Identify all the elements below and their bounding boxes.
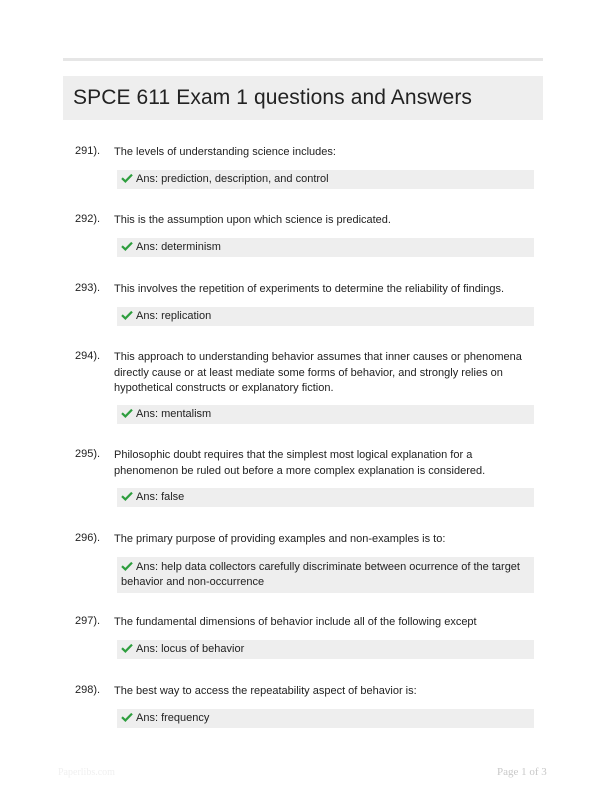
page-title: SPCE 611 Exam 1 questions and Answers bbox=[73, 86, 473, 109]
footer-site-watermark: Paperlibs.com bbox=[58, 767, 115, 778]
question-text: This involves the repetition of experiments to determine the reliability of findings. bbox=[114, 283, 505, 295]
answer-text: Ans: replication bbox=[136, 310, 212, 322]
answer-box bbox=[117, 709, 534, 728]
question-text: This is the assumption upon which science is predicated. bbox=[114, 214, 391, 226]
checkmark-icon bbox=[121, 643, 133, 653]
answer-text: Ans: locus of behavior bbox=[136, 643, 245, 655]
checkmark-icon bbox=[121, 241, 133, 251]
answer-box bbox=[117, 170, 534, 189]
question-number: 292). bbox=[75, 213, 101, 225]
answer-text: Ans: frequency bbox=[136, 712, 210, 724]
question-number: 295). bbox=[75, 448, 101, 460]
answer-box bbox=[117, 640, 534, 659]
question-number: 296). bbox=[75, 532, 101, 544]
top-divider bbox=[63, 58, 543, 61]
question-text: The fundamental dimensions of behavior include all of the following except bbox=[114, 616, 477, 628]
checkmark-icon bbox=[121, 310, 133, 320]
answer-box bbox=[117, 307, 534, 326]
question-text: Philosophic doubt requires that the simplest most logical explanation for a phenomenon be ruled out before a more complex explanation is considered. bbox=[114, 449, 486, 477]
checkmark-icon bbox=[121, 173, 133, 183]
question-number: 298). bbox=[75, 684, 101, 696]
question-text: The best way to access the repeatability aspect of behavior is: bbox=[114, 685, 417, 697]
question-text: The levels of understanding science includes: bbox=[114, 146, 336, 158]
answer-box bbox=[117, 557, 534, 593]
checkmark-icon bbox=[121, 561, 133, 571]
answer-text: Ans: prediction, description, and control bbox=[136, 173, 329, 185]
answer-text: Ans: false bbox=[136, 491, 185, 503]
question-number: 291). bbox=[75, 145, 101, 157]
checkmark-icon bbox=[121, 712, 133, 722]
answer-box bbox=[117, 405, 534, 424]
question-number: 297). bbox=[75, 615, 101, 627]
answer-text: Ans: mentalism bbox=[136, 408, 212, 420]
answer-text: Ans: determinism bbox=[136, 241, 221, 253]
checkmark-icon bbox=[121, 408, 133, 418]
question-text: The primary purpose of providing examples and non-examples is to: bbox=[114, 533, 446, 545]
question-text: This approach to understanding behavior assumes that inner causes or phenomena directly cause or at least mediate some forms of behavior, and strongly relies on hypothetical constructs or explanatory fiction. bbox=[114, 351, 522, 394]
answer-box bbox=[117, 238, 534, 257]
checkmark-icon bbox=[121, 491, 133, 501]
question-number: 294). bbox=[75, 350, 101, 362]
title-banner bbox=[63, 76, 543, 120]
question-number: 293). bbox=[75, 282, 101, 294]
answer-text: Ans: help data collectors carefully discriminate between ocurrence of the target behavior and non-occurrence bbox=[121, 561, 520, 588]
answer-box bbox=[117, 488, 534, 507]
page-indicator: Page 1 of 3 bbox=[497, 766, 547, 778]
